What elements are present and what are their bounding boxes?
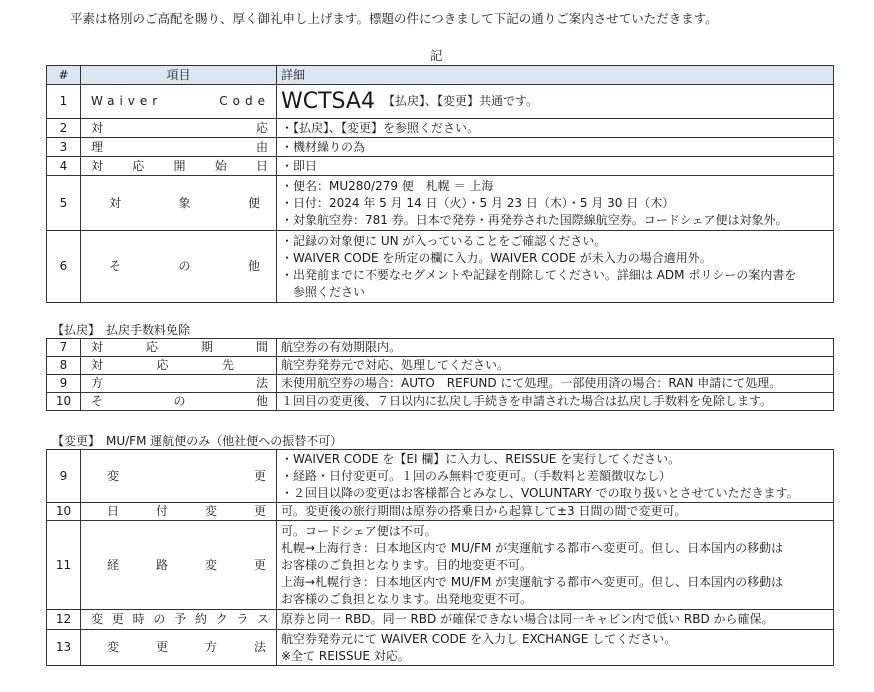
row-detail	[277, 176, 834, 231]
row-detail	[277, 450, 834, 503]
row-detail: ・【払戻】、【変更】を参照ください。	[277, 119, 834, 138]
row-num: 12	[47, 610, 81, 630]
change-table	[46, 449, 834, 666]
row-num: 10	[47, 393, 81, 411]
header-num: #	[47, 66, 81, 85]
row-label: 対象便	[81, 176, 277, 231]
table-row	[47, 357, 834, 375]
row-num: 1	[47, 85, 81, 119]
row-num: 10	[47, 503, 81, 521]
row-detail	[277, 85, 834, 119]
row-num: 4	[47, 157, 81, 176]
row-detail	[277, 521, 834, 610]
table-row	[47, 521, 834, 610]
detail-line: ・経路・日付変更可。１回のみ無料で変更可。（手数料と差額徴収なし）	[281, 468, 672, 483]
row-num: 9	[47, 375, 81, 393]
row-num: 6	[47, 231, 81, 303]
row-num: 3	[47, 138, 81, 157]
detail-line: ・２回目以降の変更はお客様都合とみなし、VOLUNTARY での取り扱いとさせていただきます。	[281, 485, 799, 500]
main-table	[46, 65, 834, 303]
detail-line: 上海→札幌行き：日本地区内で MU/FM が実運航する都市へ変更可。但し、日本国内の移動は	[281, 574, 784, 589]
detail-line: 航空券発券元にて WAIVER CODE を入力し EXCHANGE してください。	[281, 631, 677, 646]
header-item: 項目	[81, 66, 277, 85]
row-num: 11	[47, 521, 81, 610]
change-title: 【変更】 MU/FM 運航便のみ（他社便への振替不可）	[52, 434, 343, 448]
table-row	[47, 231, 834, 303]
table-row	[47, 630, 834, 666]
row-num: 8	[47, 357, 81, 375]
row-num: 5	[47, 176, 81, 231]
row-detail: 可。変更後の旅行期間は原券の搭乗日から起算して±3 日間の間で変更可。	[277, 503, 834, 521]
detail-line: ・WAIVER CODE を所定の欄に入力。WAIVER CODE が未入力の場合適用外。	[281, 250, 712, 265]
detail-line: ※全て REISSUE 対応。	[281, 648, 410, 663]
row-detail	[277, 231, 834, 303]
row-detail: 未使用航空券の場合：AUTO REFUND にて処理。一部使用済の場合：RAN 申請にて処理。	[277, 375, 834, 393]
detail-line: 札幌→上海行き：日本地区内で MU/FM が実運航する都市へ変更可。但し、日本国内の移動は	[281, 540, 784, 555]
table-row	[47, 339, 834, 357]
row-label: 変更方法	[81, 630, 277, 666]
detail-text: 【払戻】、【変更】共通です。	[382, 94, 539, 108]
row-label: その他	[81, 393, 277, 411]
table-row	[47, 503, 834, 521]
detail-line: お客様のご負担となります。目的地変更不可。	[281, 557, 533, 572]
detail-line: ・WAIVER CODE を【EI 欄】に入力し、REISSUE を実行してください。	[281, 451, 681, 466]
row-detail: ・機材繰りの為	[277, 138, 834, 157]
row-num: 9	[47, 450, 81, 503]
row-label: 対応先	[81, 357, 277, 375]
header-detail: 詳細	[277, 66, 834, 85]
row-label: その他	[81, 231, 277, 303]
ki-heading: 記	[430, 48, 443, 63]
row-label: 対応開始日	[81, 157, 277, 176]
main-table-header	[47, 66, 834, 85]
detail-line: 参照ください	[281, 284, 366, 299]
detail-line: ・日付：2024 年 5 月 14 日（火）・5 月 23 日（木）・5 月 30 日（木）	[281, 195, 675, 210]
detail-line: お客様のご負担となります。出発地変更不可。	[281, 591, 533, 606]
row-label: 対応期間	[81, 339, 277, 357]
row-label: 対応	[81, 119, 277, 138]
refund-title: 【払戻】 払戻手数料免除	[52, 323, 191, 337]
row-label: Waiver Code	[81, 85, 277, 119]
row-num: 2	[47, 119, 81, 138]
table-row	[47, 375, 834, 393]
row-detail: 航空券の有効期限内。	[277, 339, 834, 357]
row-detail	[277, 630, 834, 666]
table-row	[47, 393, 834, 411]
row-detail: 原券と同一 RBD。同一 RBD が確保できない場合は同一キャビン内で低い RBD から確保。	[277, 610, 834, 630]
row-detail: ・即日	[277, 157, 834, 176]
row-label: 方法	[81, 375, 277, 393]
row-num: 7	[47, 339, 81, 357]
detail-line: ・便名：MU280/279 便 札幌 ＝ 上海	[281, 178, 494, 193]
detail-line: ・記録の対象便に UN が入っていることをご確認ください。	[281, 233, 607, 248]
table-row	[47, 85, 834, 119]
table-row	[47, 138, 834, 157]
table-row	[47, 450, 834, 503]
refund-table	[46, 338, 834, 411]
detail-line: ・出発前までに不要なセグメントや記録を削除してください。詳細は ADM ポリシーの案内書を	[281, 267, 797, 282]
table-row	[47, 176, 834, 231]
table-row	[47, 119, 834, 138]
row-label: 変更	[81, 450, 277, 503]
row-label: 経路変更	[81, 521, 277, 610]
detail-line: ・対象航空券：781 券。日本で発券・再発券された国際線航空券。コードシェア便は対象外。	[281, 212, 788, 227]
row-num: 13	[47, 630, 81, 666]
table-row	[47, 157, 834, 176]
intro-text: 平素は格別のご高配を賜り、厚く御礼申し上げます。標題の件につきまして下記の通りご案内させていただきます。	[70, 11, 718, 26]
detail-line: 可。コードシェア便は不可。	[281, 523, 437, 538]
table-row	[47, 610, 834, 630]
row-label: 変更時の予約クラス	[81, 610, 277, 630]
waiver-code: WCTSA4	[281, 89, 375, 114]
row-label: 理由	[81, 138, 277, 157]
row-detail: １回目の変更後、７日以内に払戻し手続きを申請された場合は払戻し手数料を免除します。	[277, 393, 834, 411]
row-detail: 航空券発券元で対応、処理してください。	[277, 357, 834, 375]
row-label: 日付変更	[81, 503, 277, 521]
